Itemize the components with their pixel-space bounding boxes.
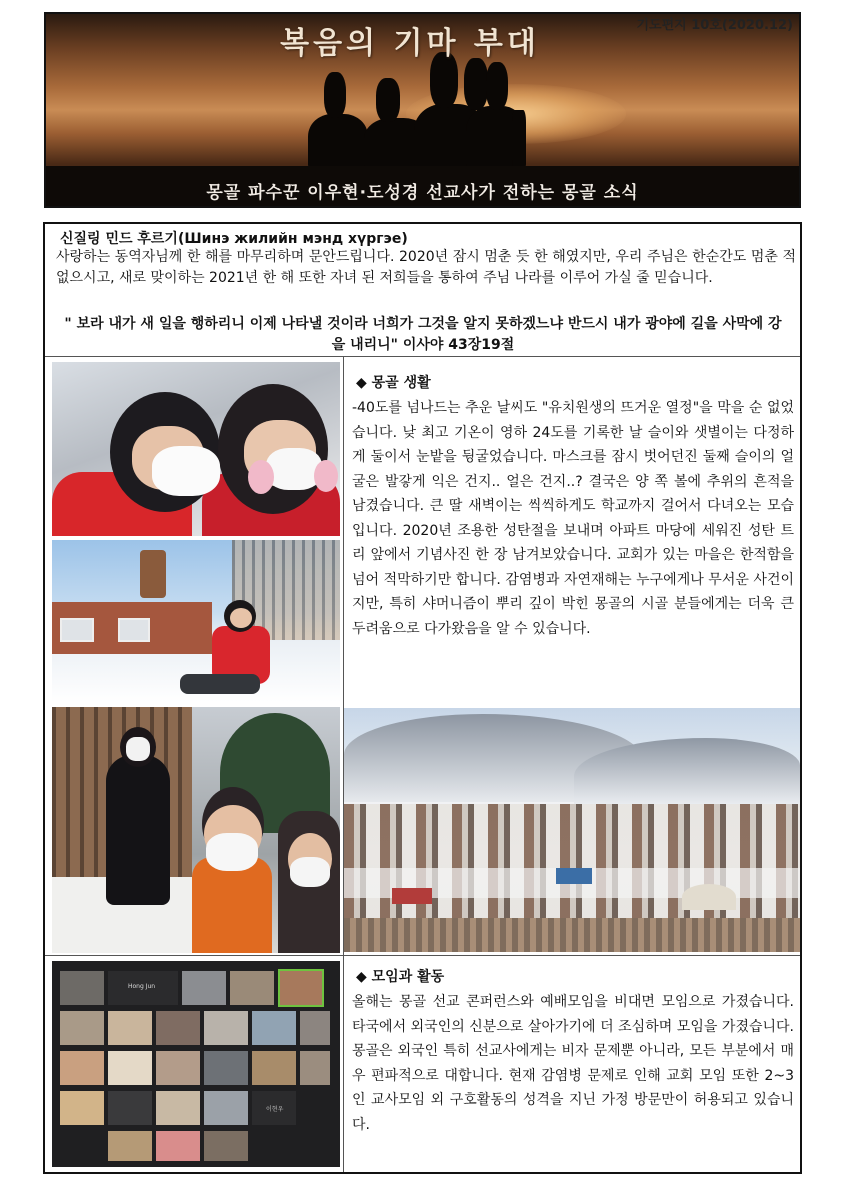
participant-name: Hong Jun: [128, 983, 156, 990]
section-heading-meetings: ◆ 모임과 활동: [356, 969, 445, 985]
participant-name: 이현우: [266, 1106, 284, 1113]
rider-silhouette: [464, 58, 488, 110]
rider-silhouette: [308, 114, 368, 170]
divider: [343, 956, 344, 1172]
photo-mongolian-village: [344, 708, 800, 952]
rider-silhouette: [324, 72, 346, 118]
rider-silhouette: [486, 62, 508, 110]
photo-child-by-building: [52, 540, 340, 702]
newsletter-subtitle: 몽골 파수꾼 이우현·도성경 선교사가 전하는 몽골 소식: [206, 183, 639, 203]
greeting-heading: 신질링 민드 후르기(Шинэ жилийн мэнд хүргэе): [60, 231, 408, 247]
newsletter-issue-label: 기도편지 10호(2020.12): [636, 18, 793, 33]
rider-silhouette: [376, 78, 400, 122]
newsletter-title: 복음의 기마 부대: [280, 26, 540, 61]
photo-girls-in-snow: [52, 362, 340, 536]
photo-video-conference: [52, 961, 340, 1167]
greeting-paragraph: 사랑하는 동역자님께 한 해를 마무리하며 문안드립니다. 2020년 잠시 멈춘 듯 한 해였지만, 우리 주님은 한순간도 멈춘 적 없으시고, 새로 맞이하는 2021년 한 해 또한 자녀 된 저희들을 통하여 주님 나라를 이루어 가실 줄 믿습니다.: [56, 249, 796, 286]
bible-verse: " 보라 내가 새 일을 행하리니 이제 나타낼 것이라 너희가 그것을 알지 못하겠느냐 반드시 내가 광야에 길을 사막에 강을 내리니" 이사야 43장19절: [64, 316, 782, 353]
divider: [45, 356, 800, 357]
section-body-life: -40도를 넘나드는 추운 날씨도 "유치원생의 뜨거운 열정"을 막을 순 없었습니다. 낮 최고 기온이 영하 24도를 기록한 날 슬이와 샛별이는 다정하게 둘이서 눈밭을 뒹굴었습니다. 마스크를 잠시 벗어던진 둘째 슬이의 얼굴은 발갛게 익은 건지.. 얼은 건지..? 결국은 양 쪽 볼에 추위의 흔적을 남겼습니다. 큰 딸 새벽이는 씩씩하게도 학교까지 걸어서 다녀오는 모습입니다. 2020년 조용한 성탄절을 보내며 아파트 마당에 세워진 성탄 트리 앞에서 기념사진 한 장 남겨보았습니다. 교회가 있는 마을은 한적함을 넘어 적막하기만 합니다. 감염병과 자연재해는 누구에게나 무서운 사건이지만, 특히 샤머니즘이 뿌리 깊이 박힌 몽골의 시골 분들에게는 더욱 큰 두려움으로 다가왔음을 알 수 있습니다.: [352, 400, 794, 637]
rider-silhouette: [512, 110, 526, 172]
divider: [45, 955, 800, 956]
section-body-meetings: 올해는 몽골 선교 콘퍼런스와 예배모임을 비대면 모임으로 가졌습니다. 타국에서 외국인의 신분으로 살아가기에 더 조심하며 모임을 가졌습니다. 몽골은 외국인 특히 선교사에게는 비자 문제뿐 아니라, 모든 부분에서 매우 편파적으로 대합니다. 현재 감염병 문제로 인해 교회 모임 또한 2~3인 교사모임 외 구호활동의 성격을 지닌 가정 방문만이 허용되고 있습니다.: [352, 994, 794, 1133]
section-heading-life: ◆ 몽골 생활: [356, 375, 431, 391]
photo-family-christmas-tree: [52, 707, 340, 953]
